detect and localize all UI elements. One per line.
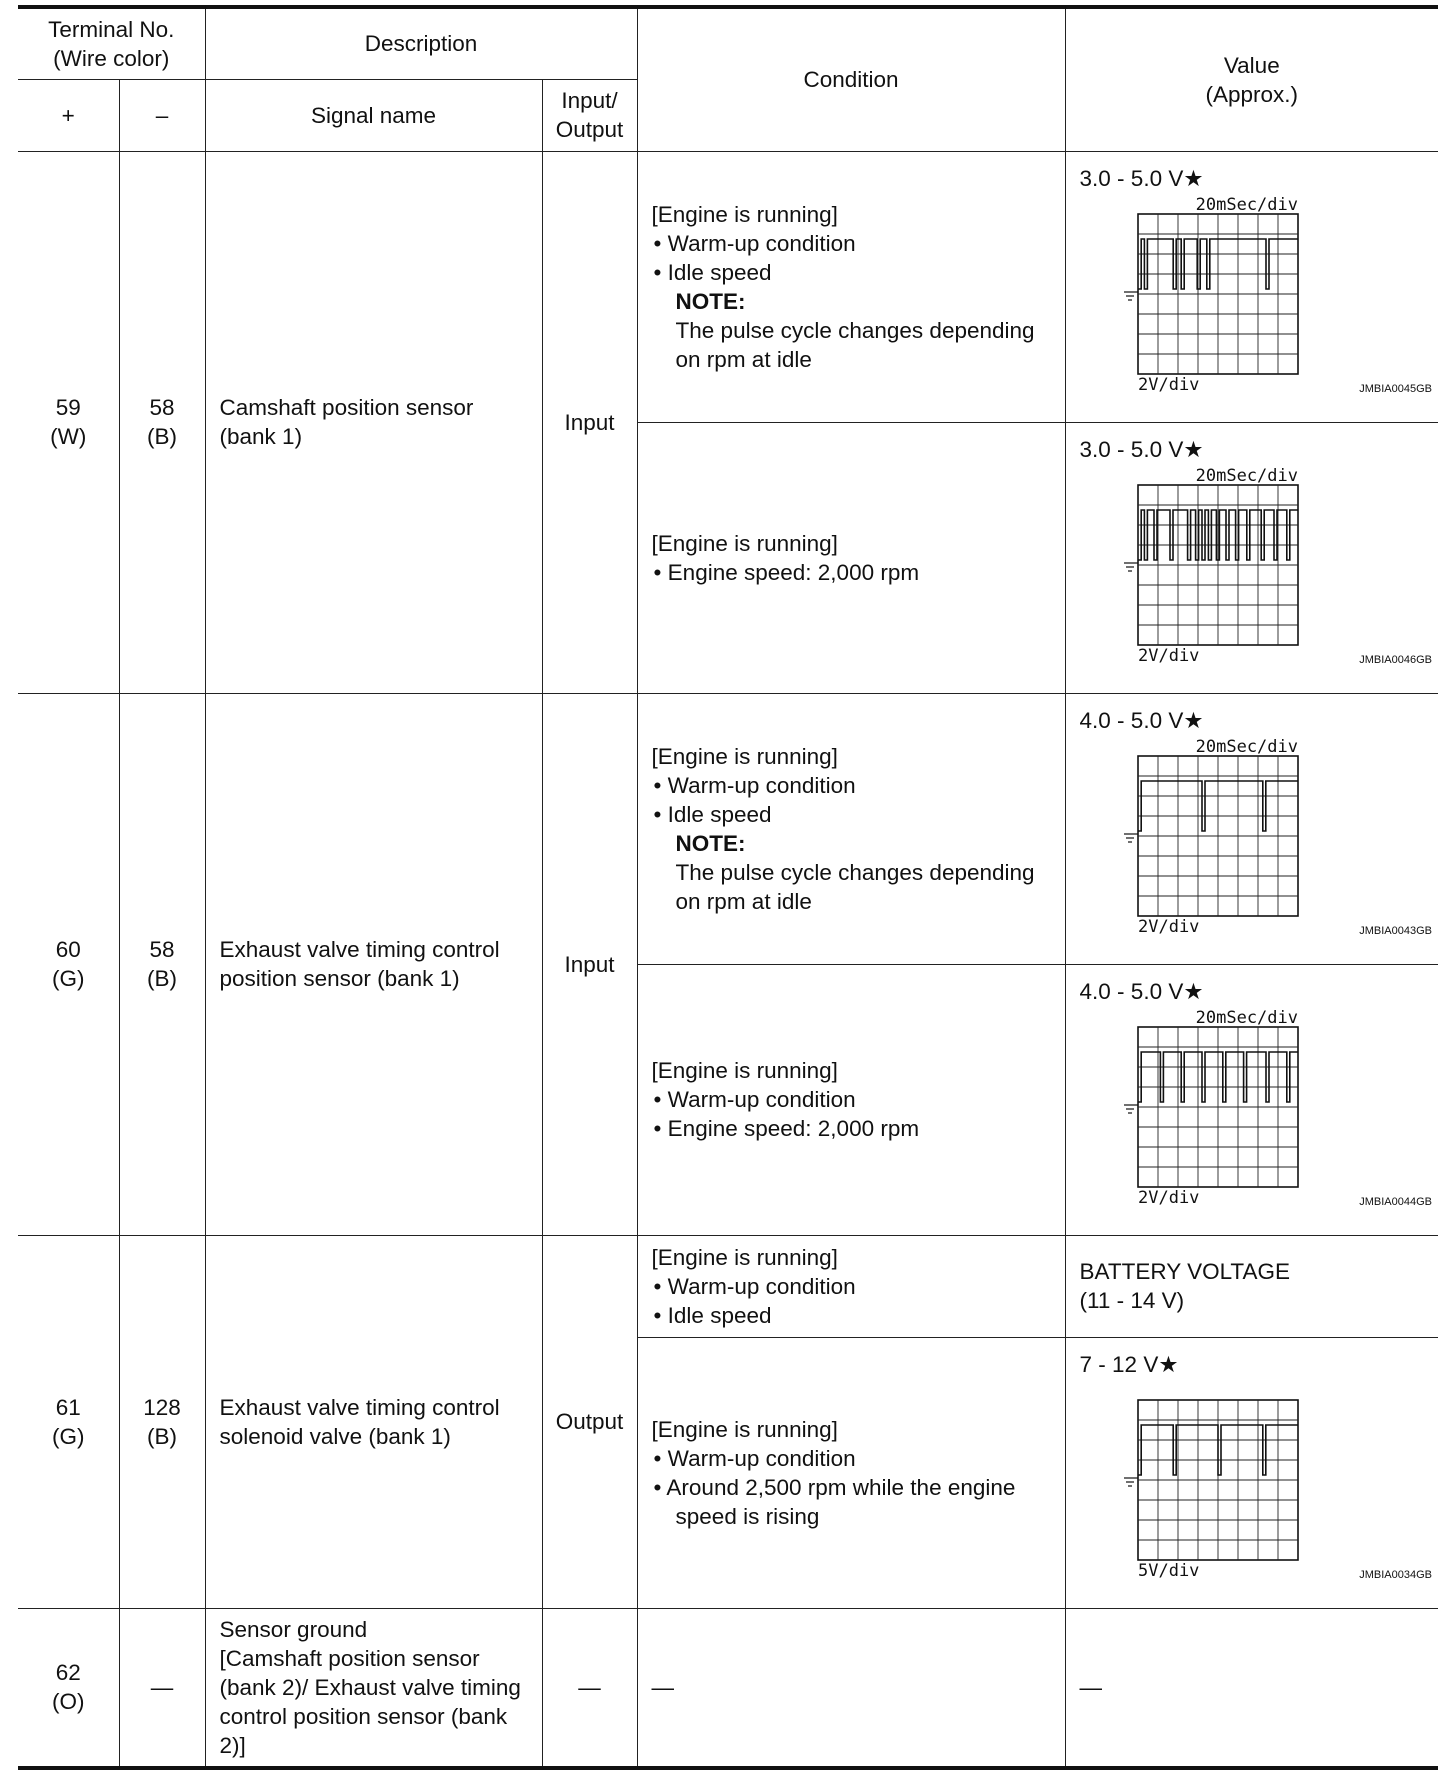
io-cell: Input: [542, 151, 637, 693]
value-label: Value: [1223, 52, 1280, 78]
condition-bullet: • Idle speed: [653, 801, 772, 827]
value-header: [1065, 7, 1438, 151]
figure-code-label: JMBIA0034GB: [1358, 1568, 1432, 1581]
minus-terminal-cell: [119, 693, 205, 1235]
signal-name-line: Exhaust valve timing control: [219, 937, 500, 962]
condition-bullet: • Engine speed: 2,000 rpm: [653, 559, 920, 585]
condition-bullet: • Warm-up condition: [653, 1087, 856, 1112]
note-text: on rpm at idle: [675, 346, 812, 372]
bullet-text: Around 2,500 rpm while the engine: [666, 1474, 1016, 1500]
condition-bullet: • Engine speed: 2,000 rpm: [653, 1116, 920, 1141]
signal-name-line: 2)]: [219, 1732, 246, 1758]
condition-header: Condition: [637, 7, 1065, 151]
bullet-text: Idle speed: [667, 1302, 772, 1328]
io-cell: —: [542, 1608, 637, 1768]
signal-name-line: solenoid valve (bank 1): [219, 1423, 451, 1449]
ground-marker: [1124, 834, 1138, 842]
bullet-text: Warm-up condition: [667, 1445, 856, 1471]
value-cell: [1065, 964, 1438, 1235]
oscilloscope-waveform: [1080, 738, 1436, 953]
plus-terminal-cell: [18, 693, 119, 1235]
scope-grid: [1138, 756, 1298, 916]
wire-color: (B): [147, 1423, 177, 1449]
plus-terminal-cell: [18, 151, 119, 693]
note-text: on rpm at idle: [675, 888, 812, 914]
terminal-number: 60: [55, 937, 81, 962]
plus-header: +: [18, 79, 119, 151]
ground-marker: [1124, 1478, 1138, 1486]
volt-div-label: 2V/div: [1137, 645, 1199, 666]
bullet-text: Engine speed: 2,000 rpm: [667, 559, 920, 585]
table-row: [18, 693, 1438, 964]
condition-cell: [637, 1235, 1065, 1337]
note-label: NOTE:: [675, 830, 746, 856]
volt-div-label: 2V/div: [1137, 374, 1199, 395]
description-header: Description: [205, 7, 637, 79]
value-cell: [1065, 151, 1438, 422]
condition-cell: [637, 1337, 1065, 1608]
wire-color: (G): [52, 1423, 85, 1449]
condition-cell: [637, 422, 1065, 693]
oscilloscope-waveform: [1080, 1009, 1436, 1224]
time-div-label: 20mSec/div: [1195, 195, 1298, 215]
ground-marker: [1124, 1105, 1138, 1113]
oscilloscope-waveform: [1080, 467, 1436, 682]
condition-head: [Engine is running]: [651, 743, 838, 769]
waveform-trace: [1138, 1425, 1298, 1475]
input-output-header: [542, 79, 637, 151]
oscilloscope-waveform: [1080, 196, 1436, 411]
scope-grid: [1138, 1400, 1298, 1560]
wire-color: (O): [52, 1689, 85, 1715]
terminal-number: 62: [55, 1660, 81, 1686]
io-cell: Output: [542, 1235, 637, 1608]
signal-name-cell: [205, 151, 542, 693]
condition-bullet: • Warm-up condition: [653, 230, 856, 256]
volt-div-label: 5V/div: [1137, 1560, 1199, 1581]
note-text: The pulse cycle changes depending: [675, 317, 1035, 343]
condition-bullet: • Warm-up condition: [653, 772, 856, 798]
condition-head: [Engine is running]: [651, 1416, 838, 1442]
signal-name-line: (bank 2)/ Exhaust valve timing: [219, 1674, 521, 1700]
signal-name-line: (bank 1): [219, 424, 303, 449]
value-cell: [1065, 693, 1438, 964]
figure-code-label: JMBIA0044GB: [1358, 1195, 1432, 1208]
wire-color: (B): [147, 966, 177, 991]
bullet-text: Idle speed: [667, 801, 772, 827]
input-output-label-2: Output: [555, 117, 624, 142]
terminal-number: 128: [143, 1394, 181, 1420]
condition-head: [Engine is running]: [651, 530, 838, 556]
minus-terminal-cell: [119, 151, 205, 693]
bullet-text: Idle speed: [667, 259, 772, 285]
time-div-label: 20mSec/div: [1195, 466, 1298, 486]
condition-bullet: • Warm-up condition: [653, 1445, 856, 1471]
table-row: [18, 151, 1438, 422]
io-cell: Input: [542, 693, 637, 1235]
voltage-value: 7 - 12 V★: [1079, 1351, 1179, 1377]
value-cell: [1065, 1235, 1438, 1337]
voltage-value: 4.0 - 5.0 V★: [1079, 978, 1204, 1004]
figure-code-label: JMBIA0046GB: [1358, 653, 1432, 666]
bullet-text: Warm-up condition: [667, 772, 856, 798]
terminal-number: 58: [149, 395, 175, 420]
ground-marker: [1124, 563, 1138, 571]
battery-voltage-label: BATTERY VOLTAGE: [1079, 1259, 1291, 1284]
figure-code-label: JMBIA0043GB: [1358, 924, 1432, 937]
time-div-label: 20mSec/div: [1195, 1008, 1298, 1028]
value-cell: [1065, 422, 1438, 693]
condition-bullet: • Around 2,500 rpm while the engine: [653, 1474, 1016, 1500]
voltage-value: 3.0 - 5.0 V★: [1079, 436, 1204, 462]
scope-grid: [1138, 485, 1298, 645]
condition-cell: [637, 964, 1065, 1235]
signal-name-header: Signal name: [205, 79, 542, 151]
plus-terminal-cell: [18, 1608, 119, 1768]
minus-terminal-cell: —: [119, 1608, 205, 1768]
condition-cell: —: [637, 1608, 1065, 1768]
signal-name-cell: [205, 1608, 542, 1768]
signal-name-line: control position sensor (bank: [219, 1703, 508, 1729]
oscilloscope-waveform: [1080, 1382, 1436, 1597]
wire-color: (W): [50, 424, 87, 449]
wire-color: (G): [52, 966, 85, 991]
time-div-label: 20mSec/div: [1195, 737, 1298, 757]
ecm-terminal-table: [18, 5, 1438, 1770]
ground-marker: [1124, 292, 1138, 300]
bullet-text: Warm-up condition: [667, 230, 856, 256]
terminal-number: 59: [55, 395, 81, 420]
condition-bullet: • Idle speed: [653, 1302, 772, 1328]
condition-bullet: • Warm-up condition: [653, 1273, 856, 1299]
approx-label: (Approx.): [1205, 81, 1299, 107]
terminal-number: 58: [149, 937, 175, 962]
plus-terminal-cell: [18, 1235, 119, 1608]
signal-name-line: Camshaft position sensor: [219, 395, 474, 420]
minus-header: –: [119, 79, 205, 151]
signal-name-line: position sensor (bank 1): [219, 966, 460, 991]
figure-code-label: JMBIA0045GB: [1358, 382, 1432, 395]
table-row: [18, 1608, 1438, 1768]
condition-cell: [637, 693, 1065, 964]
condition-bullet: • Idle speed: [653, 259, 772, 285]
signal-name-cell: [205, 693, 542, 1235]
scope-grid: [1138, 1027, 1298, 1187]
condition-head: [Engine is running]: [651, 1058, 838, 1083]
header-row-1: [18, 7, 1438, 79]
wire-color-label: (Wire color): [53, 45, 170, 71]
terminal-number: 61: [55, 1394, 81, 1420]
signal-name-line: Sensor ground: [219, 1616, 368, 1642]
bullet-text-continued: speed is rising: [675, 1503, 820, 1529]
note-label: NOTE:: [675, 288, 746, 314]
condition-head: [Engine is running]: [651, 201, 838, 227]
bullet-text: Warm-up condition: [667, 1087, 856, 1112]
bullet-text: Warm-up condition: [667, 1273, 856, 1299]
signal-name-line: [Camshaft position sensor: [219, 1645, 480, 1671]
volt-div-label: 2V/div: [1137, 1187, 1199, 1208]
voltage-value: 3.0 - 5.0 V★: [1079, 165, 1204, 191]
signal-name-line: Exhaust valve timing control: [219, 1394, 500, 1420]
battery-voltage-range: (11 - 14 V): [1079, 1288, 1185, 1313]
volt-div-label: 2V/div: [1137, 916, 1199, 937]
terminal-no-label: Terminal No.: [48, 16, 175, 42]
signal-name-cell: [205, 1235, 542, 1608]
minus-terminal-cell: [119, 1235, 205, 1608]
input-output-label-1: Input/: [561, 88, 618, 113]
voltage-value: 4.0 - 5.0 V★: [1079, 707, 1204, 733]
note-text: The pulse cycle changes depending: [675, 859, 1035, 885]
condition-cell: [637, 151, 1065, 422]
value-cell: [1065, 1337, 1438, 1608]
condition-head: [Engine is running]: [651, 1244, 838, 1270]
table-row: [18, 1235, 1438, 1337]
bullet-text: Engine speed: 2,000 rpm: [667, 1116, 920, 1141]
value-cell: —: [1065, 1608, 1438, 1768]
terminal-no-header: [18, 7, 205, 79]
scope-grid: [1138, 214, 1298, 374]
wire-color: (B): [147, 424, 177, 449]
